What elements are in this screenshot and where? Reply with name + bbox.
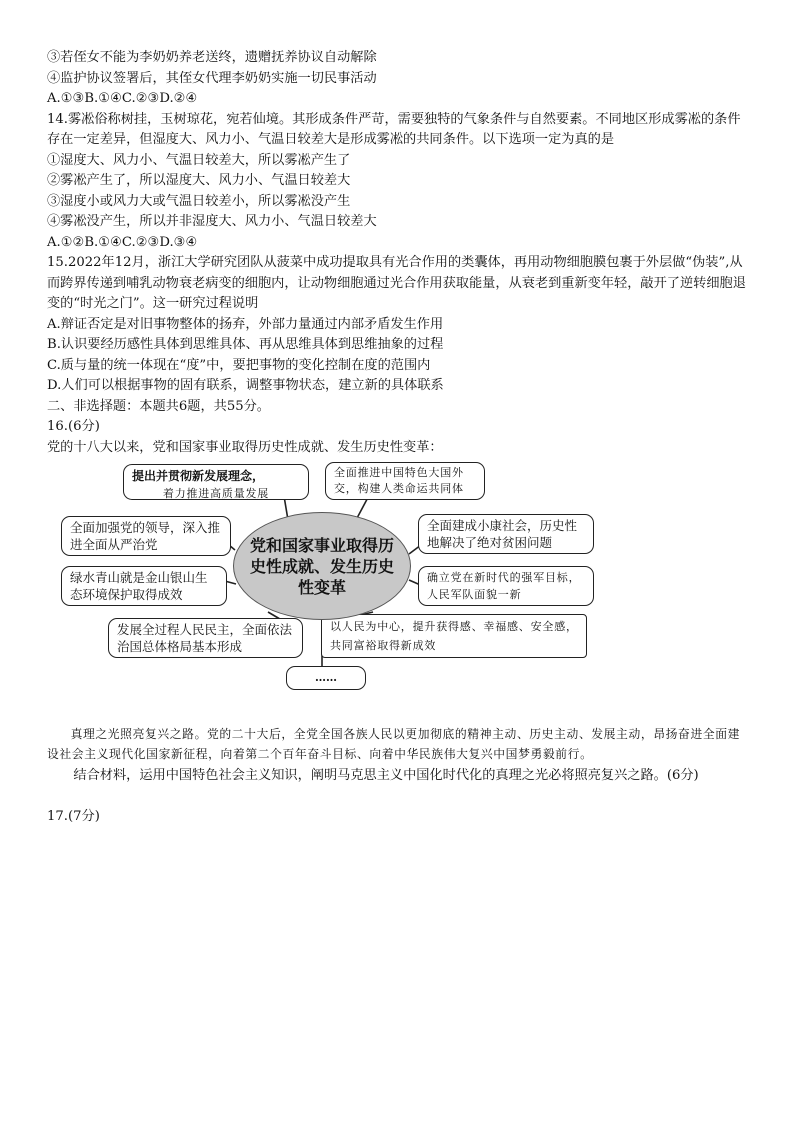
node-new-development: 提出并贯彻新发展理念， 着力推进高质量发展 (123, 464, 309, 500)
node-party-leadership: 全面加强党的领导，深入推进全面从严治党 (61, 516, 231, 556)
node-ellipsis: …… (286, 666, 366, 690)
q14-option-4: ④雾凇没产生，所以并非湿度大、风力小、气温日较差大 (47, 214, 377, 229)
node-moderately-prosperous: 全面建成小康社会，历史性地解决了绝对贫困问题 (418, 514, 594, 554)
q15-option-c: C.质与量的统一体现在“度”中，要把事物的变化控制在度的范围内 (47, 357, 431, 373)
exam-page (47, 48, 752, 827)
q15-option-d: D.人们可以根据事物的固有联系，调整事物状态，建立新的具体联系 (47, 378, 444, 393)
node-diplomacy: 全面推进中国特色大国外交，构建人类命运共同体 (325, 462, 485, 500)
achievements-mind-map (53, 462, 593, 712)
q17-number: 17.(7分) (47, 808, 100, 824)
node-ecology: 绿水青山就是金山银山生态环境保护取得成效 (61, 566, 227, 606)
q15-option-b: B.认识要经历感性具体到思维具体、再从思维具体到思维抽象的过程 (47, 337, 444, 352)
q14-option-1: ①湿度大、风力小、气温日较差大，所以雾凇产生了 (47, 152, 351, 168)
q16-question: 结合材料，运用中国特色社会主义知识，阐明马克思主义中国化时代化的真理之光必将照亮复兴之路。(6分) (73, 768, 699, 783)
node-people-centered: 以人民为中心，提升获得感、幸福感、安全感，共同富裕取得新成效 (321, 614, 587, 658)
q16-intro: 党的十八大以来，党和国家事业取得历史性成就、发生历史性变革： (47, 439, 443, 455)
q16-material-paragraph: 真理之光照亮复兴之路。党的二十大后，全党全国各族人民以更加彻底的精神主动、历史主动、发展主动，昂扬奋进全面建设社会主义现代化国家新征程，向着第二个百年奋斗目标、向着中华民族伟大复兴中国梦勇毅前行。 (47, 727, 741, 761)
option-line-3: ③若侄女不能为李奶奶养老送终，遗赠抚养协议自动解除 (47, 50, 377, 65)
answer-choices-13: A.①③B.①④C.②③D.②④ (47, 91, 198, 106)
node-strong-army: 确立党在新时代的强军目标，人民军队面貌一新 (418, 566, 594, 606)
q14-option-3: ③湿度小或风力大或气温日较差小，所以雾凇没产生 (47, 193, 351, 209)
q14-stem: 14.雾凇俗称树挂，玉树琼花，宛若仙境。其形成条件严苛，需要独特的气象条件与自然要素。不同地区形成雾凇的条件存在一定差异，但湿度大、风力小、气温日较差大是形成雾凇的共同条件。以下选项一定为真的是 (47, 111, 741, 147)
q14-answer-choices: A.①②B.①④C.②③D.③④ (47, 234, 198, 250)
option-line-4: ④监护协议签署后，其侄女代理李奶奶实施一切民事活动 (47, 70, 377, 86)
q15-option-a: A.辩证否定是对旧事物整体的扬弃，外部力量通过内部矛盾发生作用 (47, 316, 444, 332)
center-node: 党和国家事业取得历史性成就、发生历史性变革 (233, 512, 411, 620)
q14-option-2: ②雾凇产生了，所以湿度大、风力小、气温日较差大 (47, 173, 351, 188)
node-democracy-rule-of-law: 发展全过程人民民主，全面依法治国总体格局基本形成 (108, 618, 303, 658)
q15-stem: 15.2022年12月，浙江大学研究团队从菠菜中成功提取具有光合作用的类囊体，再用动物细胞膜包裹于外层做“伪装”,从而跨界传递到哺乳动物衰老病变的细胞内，让动物细胞通过光合作用获取能量，从衰老到重新变年轻，敲开了逆转细胞退变的“时光之门”。这一研究过程说明 (47, 255, 746, 311)
section-heading: 二、非选择题：本题共6题，共55分。 (47, 398, 270, 414)
q16-number: 16.(6分) (47, 419, 100, 434)
